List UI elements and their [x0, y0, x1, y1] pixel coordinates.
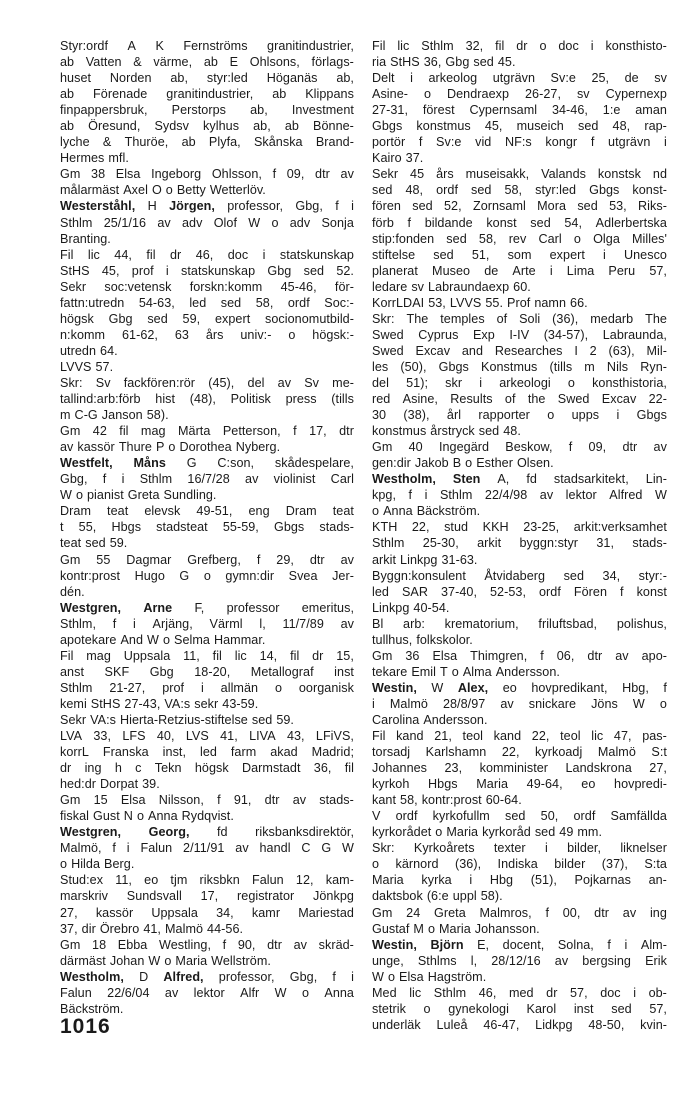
text-line: tekare Emil T o Alma Andersson.	[372, 664, 560, 679]
text-line: Carolina Andersson.	[372, 712, 488, 727]
text-line: n:komm 61-62, 63 års univ:- o högsk:-	[60, 327, 354, 342]
text-line: fiskal Gust N o Anna Rydqvist.	[60, 809, 234, 824]
text-line: gen:dir Jakob B o Esther Olsen.	[372, 456, 554, 471]
text-line: fattn:utredn 54-63, led sed 58, ordf Soc:-	[60, 295, 354, 310]
text-line: Gm 15 Elsa Nilsson, f 91, dtr av stads-	[60, 793, 354, 808]
entry-heading-line: Westin, Björn E, docent, Solna, f i Alm-	[372, 937, 667, 952]
text-line: sed 48, ordf sed 58, styr:led Gbgs konst-	[372, 183, 667, 198]
page-number: 1016	[60, 1015, 111, 1038]
text-line: Sthlm, f i Arjäng, Värml l, 11/7/89 av	[60, 616, 354, 631]
text-line: Bäckström.	[60, 1001, 124, 1016]
text-line: Med lic Sthlm 46, med dr 57, doc i ob-	[372, 985, 667, 1000]
text-line: Skr: The temples of Soli (36), medarb The	[372, 311, 667, 326]
text-line: Styr:ordf A K Fernströms granitindustrier,	[60, 39, 354, 53]
entry-heading-line: Westholm, D Alfred, professor, Gbg, f i	[60, 969, 354, 984]
text-line: högsk Gbg sed 59, expert socionomutbild-	[60, 311, 354, 326]
text-line: av kassör Thure P o Dorothea Nyberg.	[60, 440, 281, 455]
text-line: 27, kassör Uppsala 34, kamr Mariestad	[60, 905, 354, 920]
text-line: Gm 42 fil mag Märta Petterson, f 17, dtr	[60, 424, 354, 439]
text-line: ab Förenade granitindustrier, ab Klippans	[60, 87, 354, 102]
text-line: lyche & Thuröe, ab Plyfa, Skånska Brand-	[60, 135, 354, 150]
text-line: i Malmö 28/8/97 av snickare Jöns W o	[372, 696, 667, 711]
text-line: Malmö, f i Falun 2/11/91 av handl C G W	[60, 841, 354, 856]
text-line: Gm 38 Elsa Ingeborg Ohlsson, f 09, dtr av	[60, 167, 354, 182]
text-line: stip:fonden sed 58, rev Carl o Olga Milles'	[372, 231, 667, 246]
text-line: Delt i arkeolog utgrävn Sv:e 25, de sv	[372, 71, 667, 86]
text-line: o Anna Bäckström.	[372, 504, 481, 519]
text-line: fören sed 52, Zornsaml Mora sed 53, Riks-	[372, 199, 667, 214]
text-line: apotekare And W o Selma Hammar.	[60, 632, 266, 647]
text-line: 30 (38), årl rapporter o upps i Gbgs	[372, 408, 667, 423]
text-line: daktsbok (6:e uppl 58).	[372, 889, 503, 904]
text-line: Skr: Kyrkoårets texter i bilder, liknelser	[372, 841, 667, 856]
text-line: kyrkoh Hbgs Maria 49-64, eo hovpredi-	[372, 777, 667, 792]
text-line: Sthlm 25-30, arkit byggn:styr 31, stads-	[372, 536, 667, 551]
text-line: StHS 45, prof i statskunskap Gbg sed 52.	[60, 263, 354, 278]
text-line: förb f bildande konst sed 54, Adlerbertska	[372, 215, 667, 230]
text-line: Sthlm 21-27, prof i allmän o oorganisk	[60, 680, 354, 695]
text-line: Fil lic 44, fil dr 46, doc i statskunskap	[60, 247, 354, 262]
text-line: V ordf kyrkofullm sed 50, ordf Samfällda	[372, 809, 667, 824]
text-line: kyrkorådet o Maria kyrkoråd sed 49 mm.	[372, 825, 603, 840]
text-line: huset Norden ab, styr:led Höganäs ab,	[60, 71, 354, 86]
text-line: Falun 22/6/04 av lektor Alfr W o Anna	[60, 985, 354, 1000]
text-line: W o pianist Greta Sundling.	[60, 488, 217, 503]
text-line: anst SKF Gbg 18-20, Metallograf inst	[60, 664, 354, 679]
text-line: Fil lic Sthlm 32, fil dr o doc i konsthisto-	[372, 39, 667, 53]
text-line: målarmäst Axel O o Betty Wetterlöv.	[60, 183, 266, 198]
text-line: o Hilda Berg.	[60, 857, 135, 872]
text-line: korrL Franska inst, led farm akad Madrid;	[60, 745, 354, 760]
text-line: underläk Luleå 46-47, Lidkpg 48-50, kvin-	[372, 1017, 667, 1032]
text-line: del 51); skr i arkeologi o konsthistoria,	[372, 375, 667, 390]
text-line: Johannes 23, komminister Landskrona 27,	[372, 761, 667, 776]
text-line: m C-G Janson 58).	[60, 408, 169, 423]
text-line: 27-31, förest Cypernsaml 34-46, 1:e aman	[372, 103, 667, 118]
text-line: finpappersbruk, Perstorps ab, Investment	[60, 103, 354, 118]
text-line: Branting.	[60, 231, 111, 246]
text-line: Kairo 37.	[372, 151, 424, 166]
text-line: W o Elsa Hagström.	[372, 969, 487, 984]
text-line: unge, Sthlms l, 28/12/16 av bergsing Erik	[372, 953, 667, 968]
text-line: kant 58, kontr:prost 60-64.	[372, 793, 522, 808]
text-line: Skr: Sv fackfören:rör (45), del av Sv me-	[60, 375, 354, 390]
text-line: ria StHS 36, Gbg sed 45.	[372, 55, 516, 70]
text-line: Gm 24 Greta Malmros, f 00, dtr av ing	[372, 905, 667, 920]
text-line: kpg, f i Sthlm 22/4/98 av lektor Alfred W	[372, 488, 667, 503]
text-line: Byggn:konsulent Åtvidaberg sed 34, styr:-	[372, 568, 667, 583]
text-line: Gm 36 Elsa Thimgren, f 06, dtr av apo-	[372, 648, 667, 663]
text-line: LVA 33, LFS 40, LVS 41, LIVA 43, LFiVS,	[60, 729, 354, 744]
text-line: Sekr 45 års museisakk, Valands konstsk nd	[372, 167, 667, 182]
text-line: Maria kyrka i Hbg (51), Pojkarnas an-	[372, 873, 667, 888]
text-line: Stud:ex 11, eo tjm riksbkn Falun 12, kam-	[60, 873, 354, 888]
text-line: Sthlm 25/1/16 av adv Olof W o adv Sonja	[60, 215, 354, 230]
entry-heading-line: Westholm, Sten A, fd stadsarkitekt, Lin-	[372, 472, 667, 487]
text-line: LVVS 57.	[60, 359, 114, 374]
text-line: Linkpg 40-54.	[372, 600, 450, 615]
text-line: 37, dir Örebro 41, Malmö 44-56.	[60, 921, 244, 936]
text-line: portör f Sv:e vid NF:s kongr f utgrävn i	[372, 135, 667, 150]
text-line: KTH 22, stud KKH 23-25, arkit:verksamhet	[372, 520, 667, 535]
text-line: KorrLDAI 53, LVVS 55. Prof namn 66.	[372, 295, 588, 310]
text-line: ab Vatten & värme, ab E Ohlsons, förlags-	[60, 55, 354, 70]
text-line: Gbgs konstmus 45, museich sed 48, rap-	[372, 119, 667, 134]
entry-heading-line: Westerståhl, H Jörgen, professor, Gbg, f i	[60, 199, 354, 214]
text-line: teat sed 59.	[60, 536, 128, 551]
column-left	[60, 38, 354, 1017]
text-line: tullhus, folkskolor.	[372, 632, 473, 647]
text-line: dén.	[60, 584, 85, 599]
text-line: dr ing h c Tekn högsk Darmstadt 36, fil	[60, 761, 354, 776]
entry-heading-line: Westgren, Georg, fd riksbanksdirektör,	[60, 825, 354, 840]
text-line: Swed Cyprus Exp I-IV (34-57), Labraunda,	[372, 327, 667, 342]
entry-heading-line: Westfelt, Måns G C:son, skådespelare,	[60, 456, 354, 471]
text-line: Gustaf M o Maria Johansson.	[372, 921, 540, 936]
text-line: Gm 55 Dagmar Grefberg, f 29, dtr av	[60, 552, 354, 567]
text-line: Asine- o Dendraexp 26-27, sv Cypernexp	[372, 87, 667, 102]
text-line: o kärnord (36), Indiska bilder (37), S:ta	[372, 857, 667, 872]
column-right	[372, 38, 667, 1033]
text-line: stetrik o gynekologi Karol inst sed 57,	[372, 1001, 667, 1016]
text-line: därmäst Johan W o Maria Wellström.	[60, 953, 271, 968]
text-line: ab Öresund, Sydsv kylhus ab, ab Bönne-	[60, 119, 354, 134]
text-line: led SAR 37-40, 52-53, ordf Fören f konst	[372, 584, 667, 599]
text-line: Gbg, f i Sthlm 16/7/28 av violinist Carl	[60, 472, 354, 487]
text-line: Dram teat elevsk 49-51, eng Dram teat	[60, 504, 354, 519]
text-line: t 55, Hbgs stadsteat 55-59, Gbgs stads-	[60, 520, 354, 535]
text-line: Gm 18 Ebba Westling, f 90, dtr av skräd-	[60, 937, 354, 952]
text-line: ledare sv Labraundaexp 60.	[372, 279, 531, 294]
text-line: kontr:prost Hugo G o gymn:dir Svea Jer-	[60, 568, 354, 583]
text-line: utredn 64.	[60, 343, 118, 358]
text-line: red Asine, Results of the Swed Excav 22-	[372, 392, 667, 407]
text-line: planerat Museo de Arte i Lima Peru 57,	[372, 263, 667, 278]
text-line: marskriv Sundsvall 17, registrator Jönkpg	[60, 889, 354, 904]
text-line: konstmus årstryck sed 48.	[372, 424, 521, 439]
text-line: Bl arb: krematorium, friluftsbad, polishus,	[372, 616, 667, 631]
text-line: Swed Excav and Researches I 2 (63), Mil-	[372, 343, 667, 358]
text-line: Fil mag Uppsala 11, fil lic 14, fil dr 15,	[60, 648, 354, 663]
text-line: Sekr VA:s Hierta-Retzius-stiftelse sed 59.	[60, 712, 294, 727]
text-line: stiftelse sed 51, som expert i Unesco	[372, 247, 667, 262]
text-line: kemi StHS 27-43, VA:s sekr 43-59.	[60, 696, 259, 711]
text-line: Hermes mfl.	[60, 151, 129, 166]
text-line: tallind:arb:förb hist (48), Politisk press (tills	[60, 392, 354, 407]
text-line: Fil kand 21, teol kand 22, teol lic 47, pas-	[372, 729, 667, 744]
entry-heading-line: Westin, W Alex, eo hovpredikant, Hbg, f	[372, 680, 667, 695]
text-line: arkit Linkpg 31-63.	[372, 552, 478, 567]
text-line: les (50), Gbgs Konstmus (tills m Nils Ryn-	[372, 359, 667, 374]
entry-heading-line: Westgren, Arne F, professor emeritus,	[60, 600, 354, 615]
text-line: Sekr soc:vetensk forskn:komm 45-46, för-	[60, 279, 354, 294]
text-line: Gm 40 Ingegärd Beskow, f 09, dtr av	[372, 440, 667, 455]
text-line: torsadj Karlshamn 22, kyrkoadj Malmö S:t	[372, 745, 667, 760]
text-line: hed:dr Dorpat 39.	[60, 777, 160, 792]
